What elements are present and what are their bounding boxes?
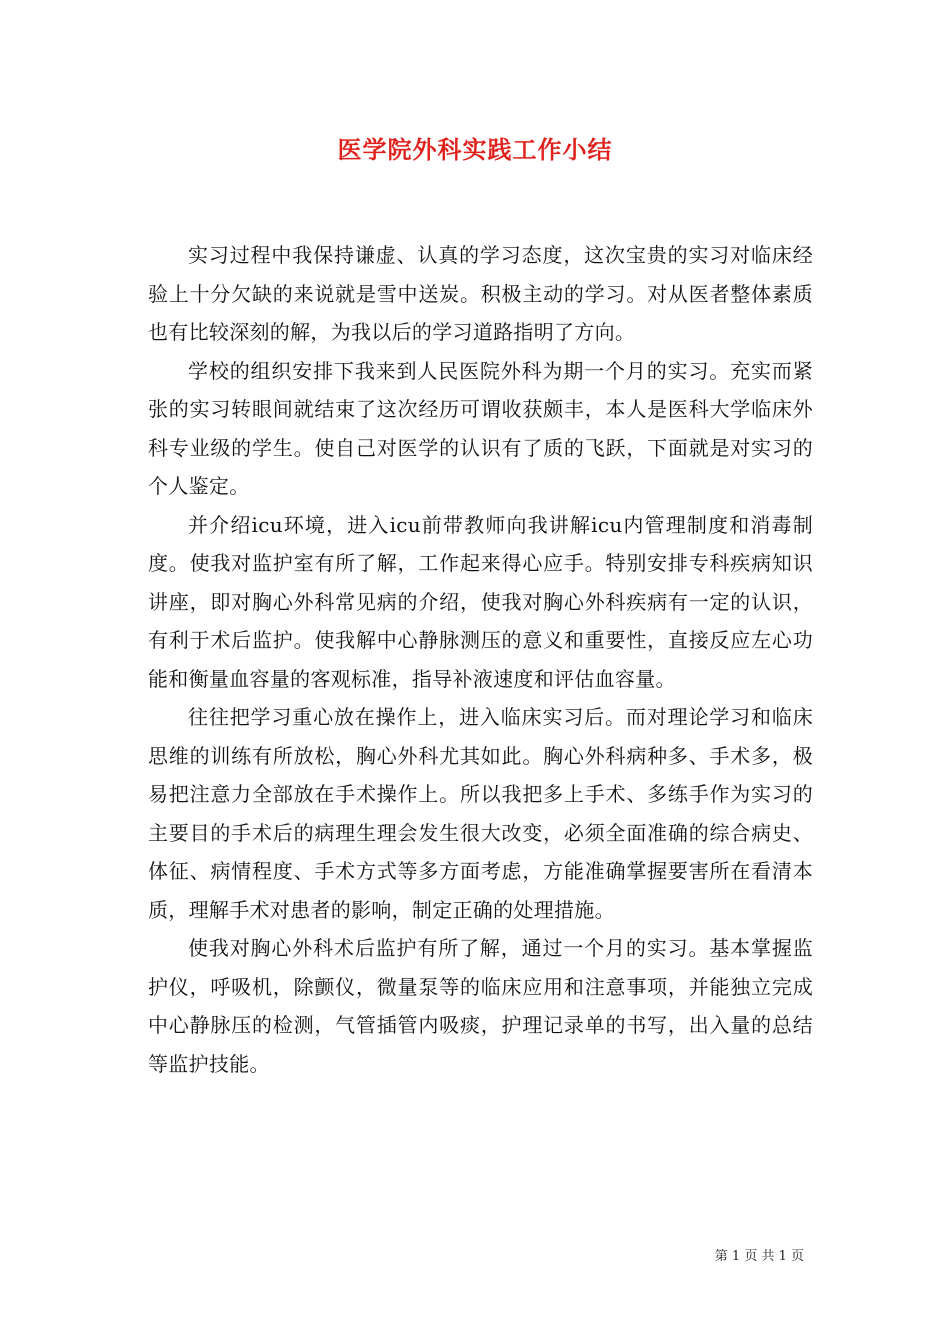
document-title: 医学院外科实践工作小结 (337, 135, 613, 164)
paragraph-3: 并介绍icu环境，进入icu前带教师向我讲解icu内管理制度和消毒制度。使我对监护室有所了解，工作起来得心应手。特别安排专科疾病知识讲座，即对胸心外科常见病的介绍，使我对胸心外科疾病有一定的认识，有利于术后监护。使我解中心静脉测压的意义和重要性，直接反应左心功能和衡量血容量的客观标准，指导补液速度和评估血容量。 (148, 512, 813, 691)
paragraph-2: 学校的组织安排下我来到人民医院外科为期一个月的实习。充实而紧张的实习转眼间就结束了这次经历可谓收获颇丰，本人是医科大学临床外科专业级的学生。使自己对医学的认识有了质的飞跃，下面就是对实习的个人鉴定。 (148, 358, 813, 498)
document-body (148, 236, 813, 1083)
paragraph-5: 使我对胸心外科术后监护有所了解，通过一个月的实习。基本掌握监护仪，呼吸机，除颤仪，微量泵等的临床应用和注意事项，并能独立完成中心静脉压的检测，气管插管内吸痰，护理记录单的书写，出入量的总结等监护技能。 (148, 936, 813, 1076)
paragraph-4: 往往把学习重心放在操作上，进入临床实习后。而对理论学习和临床思维的训练有所放松，胸心外科尤其如此。胸心外科病种多、手术多，极易把注意力全部放在手术操作上。所以我把多上手术、多练手作为实习的主要目的手术后的病理生理会发生很大改变，必须全面准确的综合病史、体征、病情程度、手术方式等多方面考虑，方能准确掌握要害所在看清本质，理解手术对患者的影响，制定正确的处理措施。 (148, 705, 813, 922)
paragraph-1: 实习过程中我保持谦虚、认真的学习态度，这次宝贵的实习对临床经验上十分欠缺的来说就是雪中送炭。积极主动的学习。对从医者整体素质也有比较深刻的解，为我以后的学习道路指明了方向。 (148, 243, 813, 344)
page-number-footer: 第 1 页 共 1 页 (714, 1249, 804, 1264)
